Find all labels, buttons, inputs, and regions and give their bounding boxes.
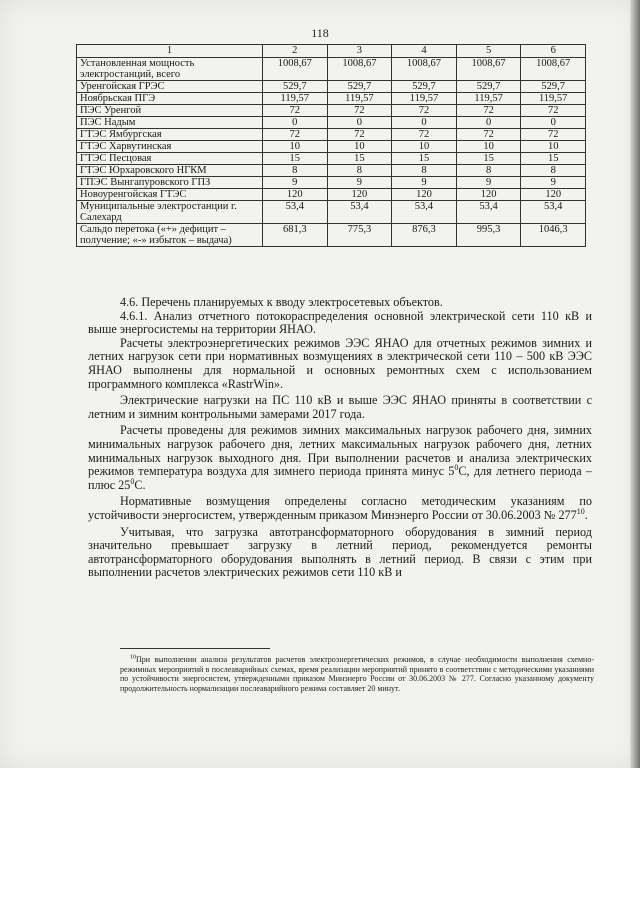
value-cell: 120 <box>327 189 392 201</box>
row-label-cell: Установленная мощность электростанций, всего <box>77 58 263 81</box>
value-cell: 10 <box>456 141 521 153</box>
value-cell: 10 <box>521 141 586 153</box>
value-cell: 72 <box>392 105 457 117</box>
value-cell: 9 <box>392 177 457 189</box>
row-label-cell: Уренгойская ГРЭС <box>77 81 263 93</box>
table-row <box>77 58 586 81</box>
row-label-cell: Ноябрьская ПГЭ <box>77 93 263 105</box>
footnote <box>120 655 594 693</box>
value-cell: 995,3 <box>456 224 521 247</box>
row-label-cell: Сальдо перетока («+» дефицит – получение; «-» избыток – выдача) <box>77 224 263 247</box>
footnote-text: При выполнении анализа результатов расчетов электроэнергетических режимов, в случае необходимости выполнения схемно-режимных мероприятий в послеаварийных схемах, время реализации мероприятий принято в соответствии с методическими указаниями по устойчивости энергосистем, утвержденными приказом Минэнерго России от 30.06.2003 № 277. Согласно указанному документу продолжительность нормализации послеаварийного режима составляет 20 минут. <box>120 655 594 693</box>
value-cell: 15 <box>263 153 328 165</box>
paragraph <box>88 424 592 492</box>
table-header-cell: 2 <box>263 45 328 58</box>
row-label-cell: ГТЭС Харвутинская <box>77 141 263 153</box>
value-cell: 529,7 <box>456 81 521 93</box>
value-cell: 72 <box>521 105 586 117</box>
table-row <box>77 81 586 93</box>
subsection-heading: 4.6.1. Анализ отчетного потокораспределения основной электрической сети 110 кВ и выше энергосистемы на территории ЯНАО. <box>88 308 592 337</box>
row-label-cell: Новоуренгойская ГТЭС <box>77 189 263 201</box>
value-cell: 72 <box>327 105 392 117</box>
value-cell: 529,7 <box>521 81 586 93</box>
footnote-reference: 10 <box>576 506 585 516</box>
table-row <box>77 224 586 247</box>
table-row <box>77 141 586 153</box>
row-label-cell: Муниципальные электростанции г. Салехард <box>77 201 263 224</box>
value-cell: 1008,67 <box>327 58 392 81</box>
degree-superscript: 0 <box>454 463 459 473</box>
value-cell: 0 <box>263 117 328 129</box>
value-cell: 1008,67 <box>521 58 586 81</box>
value-cell: 72 <box>263 129 328 141</box>
value-cell: 8 <box>392 165 457 177</box>
value-cell: 1008,67 <box>456 58 521 81</box>
table-row <box>77 129 586 141</box>
value-cell: 0 <box>327 117 392 129</box>
value-cell: 9 <box>521 177 586 189</box>
value-cell: 119,57 <box>521 93 586 105</box>
value-cell: 53,4 <box>521 201 586 224</box>
table-row <box>77 93 586 105</box>
value-cell: 72 <box>456 105 521 117</box>
power-plants-table <box>76 44 586 247</box>
value-cell: 8 <box>456 165 521 177</box>
value-cell: 72 <box>456 129 521 141</box>
value-cell: 0 <box>392 117 457 129</box>
value-cell: 72 <box>521 129 586 141</box>
value-cell: 119,57 <box>456 93 521 105</box>
table-row <box>77 165 586 177</box>
row-label-cell: ГТЭС Ямбургская <box>77 129 263 141</box>
value-cell: 10 <box>392 141 457 153</box>
table-row <box>77 105 586 117</box>
paragraph: Электрические нагрузки на ПС 110 кВ и выше ЭЭС ЯНАО приняты в соответствии с летним и зимним контрольными замерами 2017 года. <box>88 393 592 421</box>
value-cell: 681,3 <box>263 224 328 247</box>
value-cell: 1008,67 <box>263 58 328 81</box>
table-header-row <box>77 45 586 58</box>
value-cell: 120 <box>456 189 521 201</box>
value-cell: 1008,67 <box>392 58 457 81</box>
text-run: Расчеты проведены для режимов зимних максимальных нагрузок рабочего дня, зимних минимальных нагрузок рабочего дня, летних максимальных нагрузок рабочего дня, летних минимальных нагрузок выходного дня. При выполнении расчетов и анализа электрических режимов температура воздуха для зимнего периода принята минус 5 <box>88 423 592 479</box>
value-cell: 53,4 <box>456 201 521 224</box>
value-cell: 72 <box>327 129 392 141</box>
value-cell: 0 <box>521 117 586 129</box>
section-heading: 4.6. Перечень планируемых к вводу электросетевых объектов. <box>120 295 443 309</box>
value-cell: 10 <box>327 141 392 153</box>
value-cell: 8 <box>263 165 328 177</box>
value-cell: 119,57 <box>327 93 392 105</box>
table-row <box>77 177 586 189</box>
value-cell: 119,57 <box>263 93 328 105</box>
table-header-cell: 5 <box>456 45 521 58</box>
text-run: С. <box>134 477 146 492</box>
row-label-cell: ГПЭС Вынгапуровского ГПЗ <box>77 177 263 189</box>
value-cell: 1046,3 <box>521 224 586 247</box>
value-cell: 72 <box>392 129 457 141</box>
value-cell: 15 <box>456 153 521 165</box>
row-label-cell: ГТЭС Юрхаровского НГКМ <box>77 165 263 177</box>
paragraph: Расчеты электроэнергетических режимов ЭЭС ЯНАО для отчетных режимов зимних и летних нагрузок сети при нормативных возмущениях в электрической сети 110 – 500 кВ ЭЭС ЯНАО выполнены для нормальной и основных ремонтных схем с использованием программного комплекса «RastrWin». <box>88 335 592 391</box>
blank-area-below-scan <box>0 768 640 905</box>
value-cell: 9 <box>263 177 328 189</box>
table-header-cell: 1 <box>77 45 263 58</box>
text-run: С, для летнего периода – плюс 25 <box>88 464 592 492</box>
row-label-cell: ПЭС Уренгой <box>77 105 263 117</box>
table-row <box>77 189 586 201</box>
value-cell: 15 <box>327 153 392 165</box>
paragraph <box>88 495 592 522</box>
text-run: Нормативные возмущения определены согласно методическим указаниям по устойчивости энергосистем, утвержденным приказом Минэнерго России от 30.06.2003 № 277 <box>88 494 592 522</box>
table-row <box>77 153 586 165</box>
table-body <box>77 58 586 247</box>
table-header-cell: 6 <box>521 45 586 58</box>
body-text <box>88 296 592 583</box>
value-cell: 53,4 <box>327 201 392 224</box>
value-cell: 8 <box>327 165 392 177</box>
value-cell: 876,3 <box>392 224 457 247</box>
row-label-cell: ПЭС Надым <box>77 117 263 129</box>
value-cell: 119,57 <box>392 93 457 105</box>
table-row <box>77 201 586 224</box>
value-cell: 10 <box>263 141 328 153</box>
paragraph: Учитывая, что загрузка автотрансформаторного оборудования в зимний период значительно превышает загрузку в летний период, рекомендуется ремонты автотрансформаторного оборудования выполнять в летний период. В связи с этим при выполнении расчетов электрических режимов сети 110 кВ и <box>88 524 592 580</box>
page-number: 118 <box>311 26 329 40</box>
value-cell: 120 <box>263 189 328 201</box>
value-cell: 120 <box>392 189 457 201</box>
table-row <box>77 117 586 129</box>
value-cell: 0 <box>456 117 521 129</box>
page-edge-shadow <box>630 0 640 768</box>
row-label-cell: ГТЭС Песцовая <box>77 153 263 165</box>
text-run: . <box>584 507 588 522</box>
value-cell: 120 <box>521 189 586 201</box>
value-cell: 529,7 <box>392 81 457 93</box>
value-cell: 529,7 <box>263 81 328 93</box>
degree-superscript: 0 <box>130 476 135 486</box>
value-cell: 53,4 <box>263 201 328 224</box>
value-cell: 53,4 <box>392 201 457 224</box>
value-cell: 529,7 <box>327 81 392 93</box>
value-cell: 72 <box>263 105 328 117</box>
value-cell: 8 <box>521 165 586 177</box>
value-cell: 9 <box>327 177 392 189</box>
table-header-cell: 3 <box>327 45 392 58</box>
value-cell: 775,3 <box>327 224 392 247</box>
footnote-separator <box>120 648 270 649</box>
table-header-cell: 4 <box>392 45 457 58</box>
value-cell: 9 <box>456 177 521 189</box>
value-cell: 15 <box>392 153 457 165</box>
value-cell: 15 <box>521 153 586 165</box>
footnote-number: 10 <box>130 654 136 661</box>
